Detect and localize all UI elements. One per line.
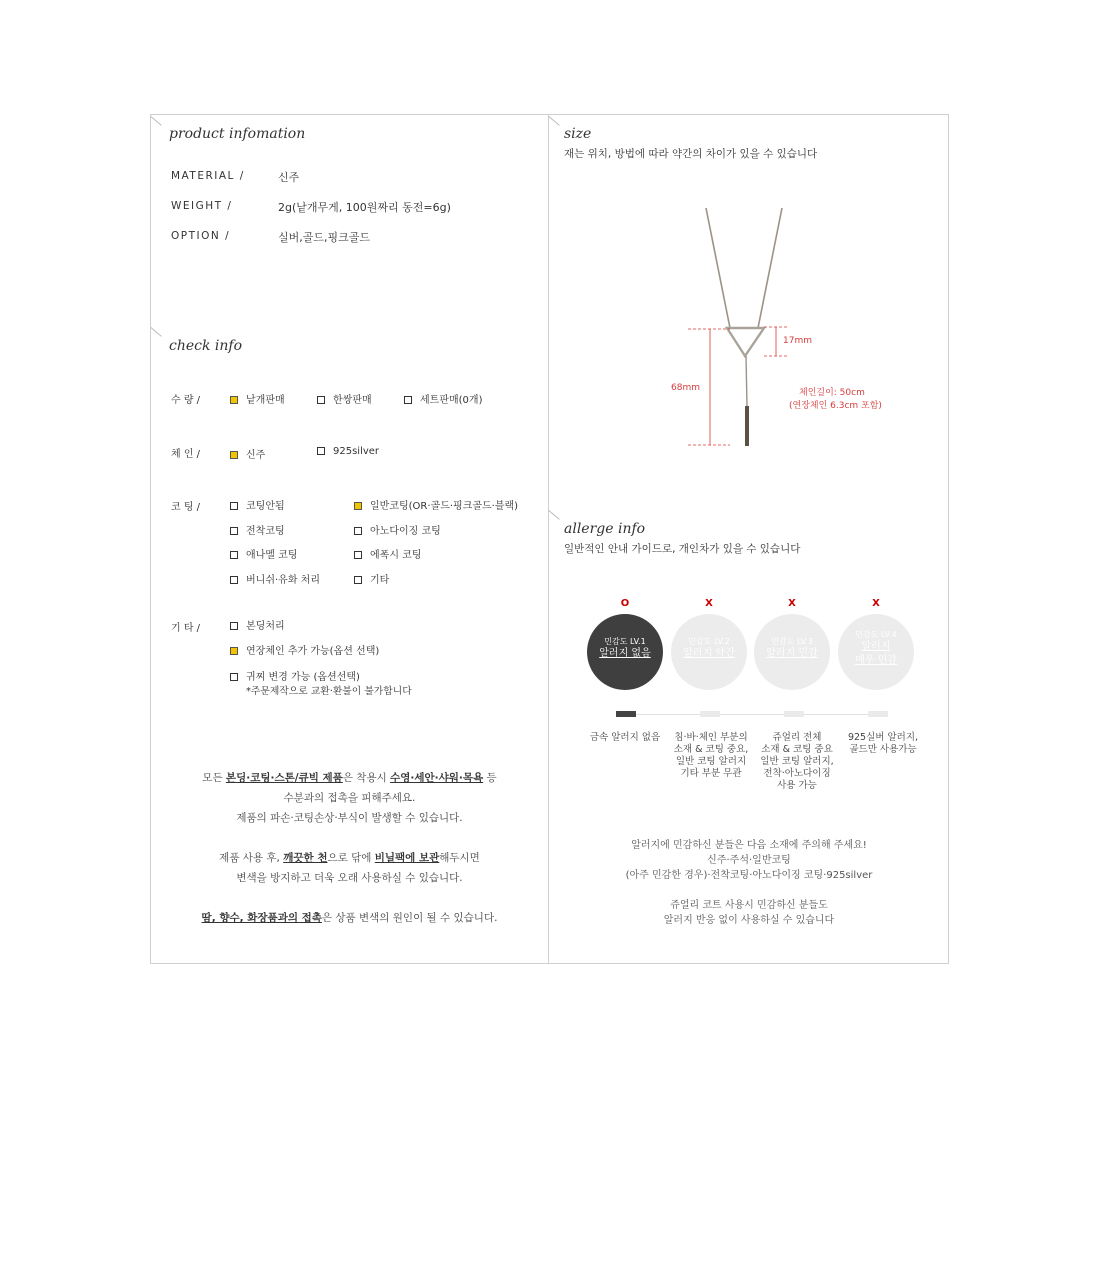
chain-right [758,208,782,328]
weight-value: 2g(낱개무게, 100원짜리 동전=6g) [278,201,451,214]
quantity-label: 수 량 / [171,395,201,406]
checkbox-unchecked [354,576,362,584]
allergy-mark: X [872,598,880,609]
size-title: size [564,126,592,142]
option-checkbox: 코팅안됨 [230,497,285,512]
coating-label: 코 팅 / [171,502,201,513]
scale-marker [784,711,804,717]
allergy-warning: 알러지에 민감하신 분들은 다음 소재에 주의해 주세요! 신주·주석·일반코팅 (아주 민감한 경우)·전착코팅·아노다이징 코팅·925silver [625,840,873,881]
pendant-dimension: 17mm [783,336,812,346]
option-checkbox: 귀찌 변경 가능 (옵션선택) [230,668,360,683]
checkbox-unchecked [230,527,238,535]
checkbox-unchecked [230,551,238,559]
checkbox-checked [354,502,362,510]
allergy-level-1-circle: 민감도 LV.1 알러지 없음 [587,614,663,690]
allergy-level-2-circle: 민감도 LV.2 알러지 약간 [671,614,747,690]
column-divider [548,114,549,964]
chain-length: 체인길이: 50cm [799,388,865,398]
checkbox-unchecked [230,622,238,630]
level-1-caption: 금속 알러지 없음 [589,732,661,743]
option-checkbox: 본딩처리 [230,617,285,632]
option-checkbox: 일반코팅(OR·골드·핑크골드·블랙) [354,497,518,512]
option-checkbox: 아노다이징 코팅 [354,522,441,537]
material-label: MATERIAL / [171,170,245,182]
no-refund-note: *주문제작으로 교환·환불이 불가합니다 [246,686,412,697]
checkbox-unchecked [230,576,238,584]
jewelry-coat-note: 쥬얼리 코트 사용시 민감하신 분들도 알러지 반응 없이 사용하실 수 있습니다 [663,900,835,926]
drop-chain [746,356,747,406]
necklace-size-diagram [660,200,900,460]
checkbox-checked [230,647,238,655]
option-checkbox: 세트판매(0개) [404,391,482,406]
allergy-subtitle: 일반적인 안내 가이드로, 개인차가 있을 수 있습니다 [564,543,801,555]
tassel-bar [745,406,749,446]
option-checkbox: 신주 [230,446,265,461]
size-subtitle: 재는 위치, 방법에 따라 약간의 차이가 있을 수 있습니다 [564,148,818,160]
check-info-title: check info [169,338,243,354]
level-2-caption: 침·바·체인 부분의 소재 & 코팅 중요, 일반 코팅 알러지 기타 부분 무관 [673,732,749,779]
allergy-mark: X [705,598,713,609]
checkbox-unchecked [317,447,325,455]
scale-marker [868,711,888,717]
total-dimension: 68mm [671,383,700,393]
allergy-mark: X [788,598,796,609]
option-label: OPTION / [171,230,231,242]
checkbox-unchecked [404,396,412,404]
option-checkbox: 애나멜 코팅 [230,546,297,561]
checkbox-checked [230,396,238,404]
checkbox-unchecked [354,527,362,535]
scale-marker [700,711,720,717]
option-value: 실버,골드,핑크골드 [278,231,371,244]
option-checkbox: 925silver [317,446,379,457]
chain-label: 체 인 / [171,449,201,460]
option-checkbox: 낱개판매 [230,391,285,406]
allergy-level-4-circle: 민감도 LV.4 알러지 매우 민감 [838,614,914,690]
allergy-mark: O [620,598,630,609]
level-4-caption: 925실버 알러지, 골드만 사용가능 [847,732,919,755]
care-paragraph-1: 모든 본딩·코팅·스톤/큐빅 제품은 착용시 수영·세안·샤워·목욕 등 수분과의 접촉을 피해주세요. 제품의 파손·코팅손상·부식이 발생할 수 있습니다. [202,772,497,824]
option-checkbox: 기타 [354,571,389,586]
level-3-caption: 쥬얼리 전체 소재 & 코팅 중요 일반 코팅 알러지, 전착·아노다이징 사용 가능 [760,732,834,791]
option-checkbox: 전착코팅 [230,522,285,537]
product-info-title: product infomation [169,126,306,142]
option-checkbox: 한쌍판매 [317,391,372,406]
option-checkbox: 버니쉬·유화 처리 [230,571,320,586]
checkbox-unchecked [230,673,238,681]
chain-left [706,208,730,328]
etc-label: 기 타 / [171,623,201,634]
weight-label: WEIGHT / [171,200,233,212]
scale-line [616,714,888,715]
scale-marker-active [616,711,636,717]
material-value: 신주 [278,171,300,184]
option-checkbox: 연장체인 추가 가능(옵션 선택) [230,642,379,657]
triangle-pendant [727,328,764,356]
allergy-title: allerge info [564,521,646,537]
checkbox-unchecked [354,551,362,559]
checkbox-checked [230,451,238,459]
chain-extension: (연장체인 6.3cm 포함) [789,401,882,411]
allergy-level-3-circle: 민감도 LV.3 알러지 민감 [754,614,830,690]
checkbox-unchecked [230,502,238,510]
checkbox-unchecked [317,396,325,404]
option-checkbox: 에폭시 코팅 [354,546,421,561]
care-paragraph-3: 땀, 향수, 화장품과의 접촉은 상품 변색의 원인이 될 수 있습니다. [201,912,498,924]
care-paragraph-2: 제품 사용 후, 깨끗한 천으로 닦에 비닐팩에 보관해두시면 변색을 방지하고 더욱 오래 사용하실 수 있습니다. [219,852,480,884]
